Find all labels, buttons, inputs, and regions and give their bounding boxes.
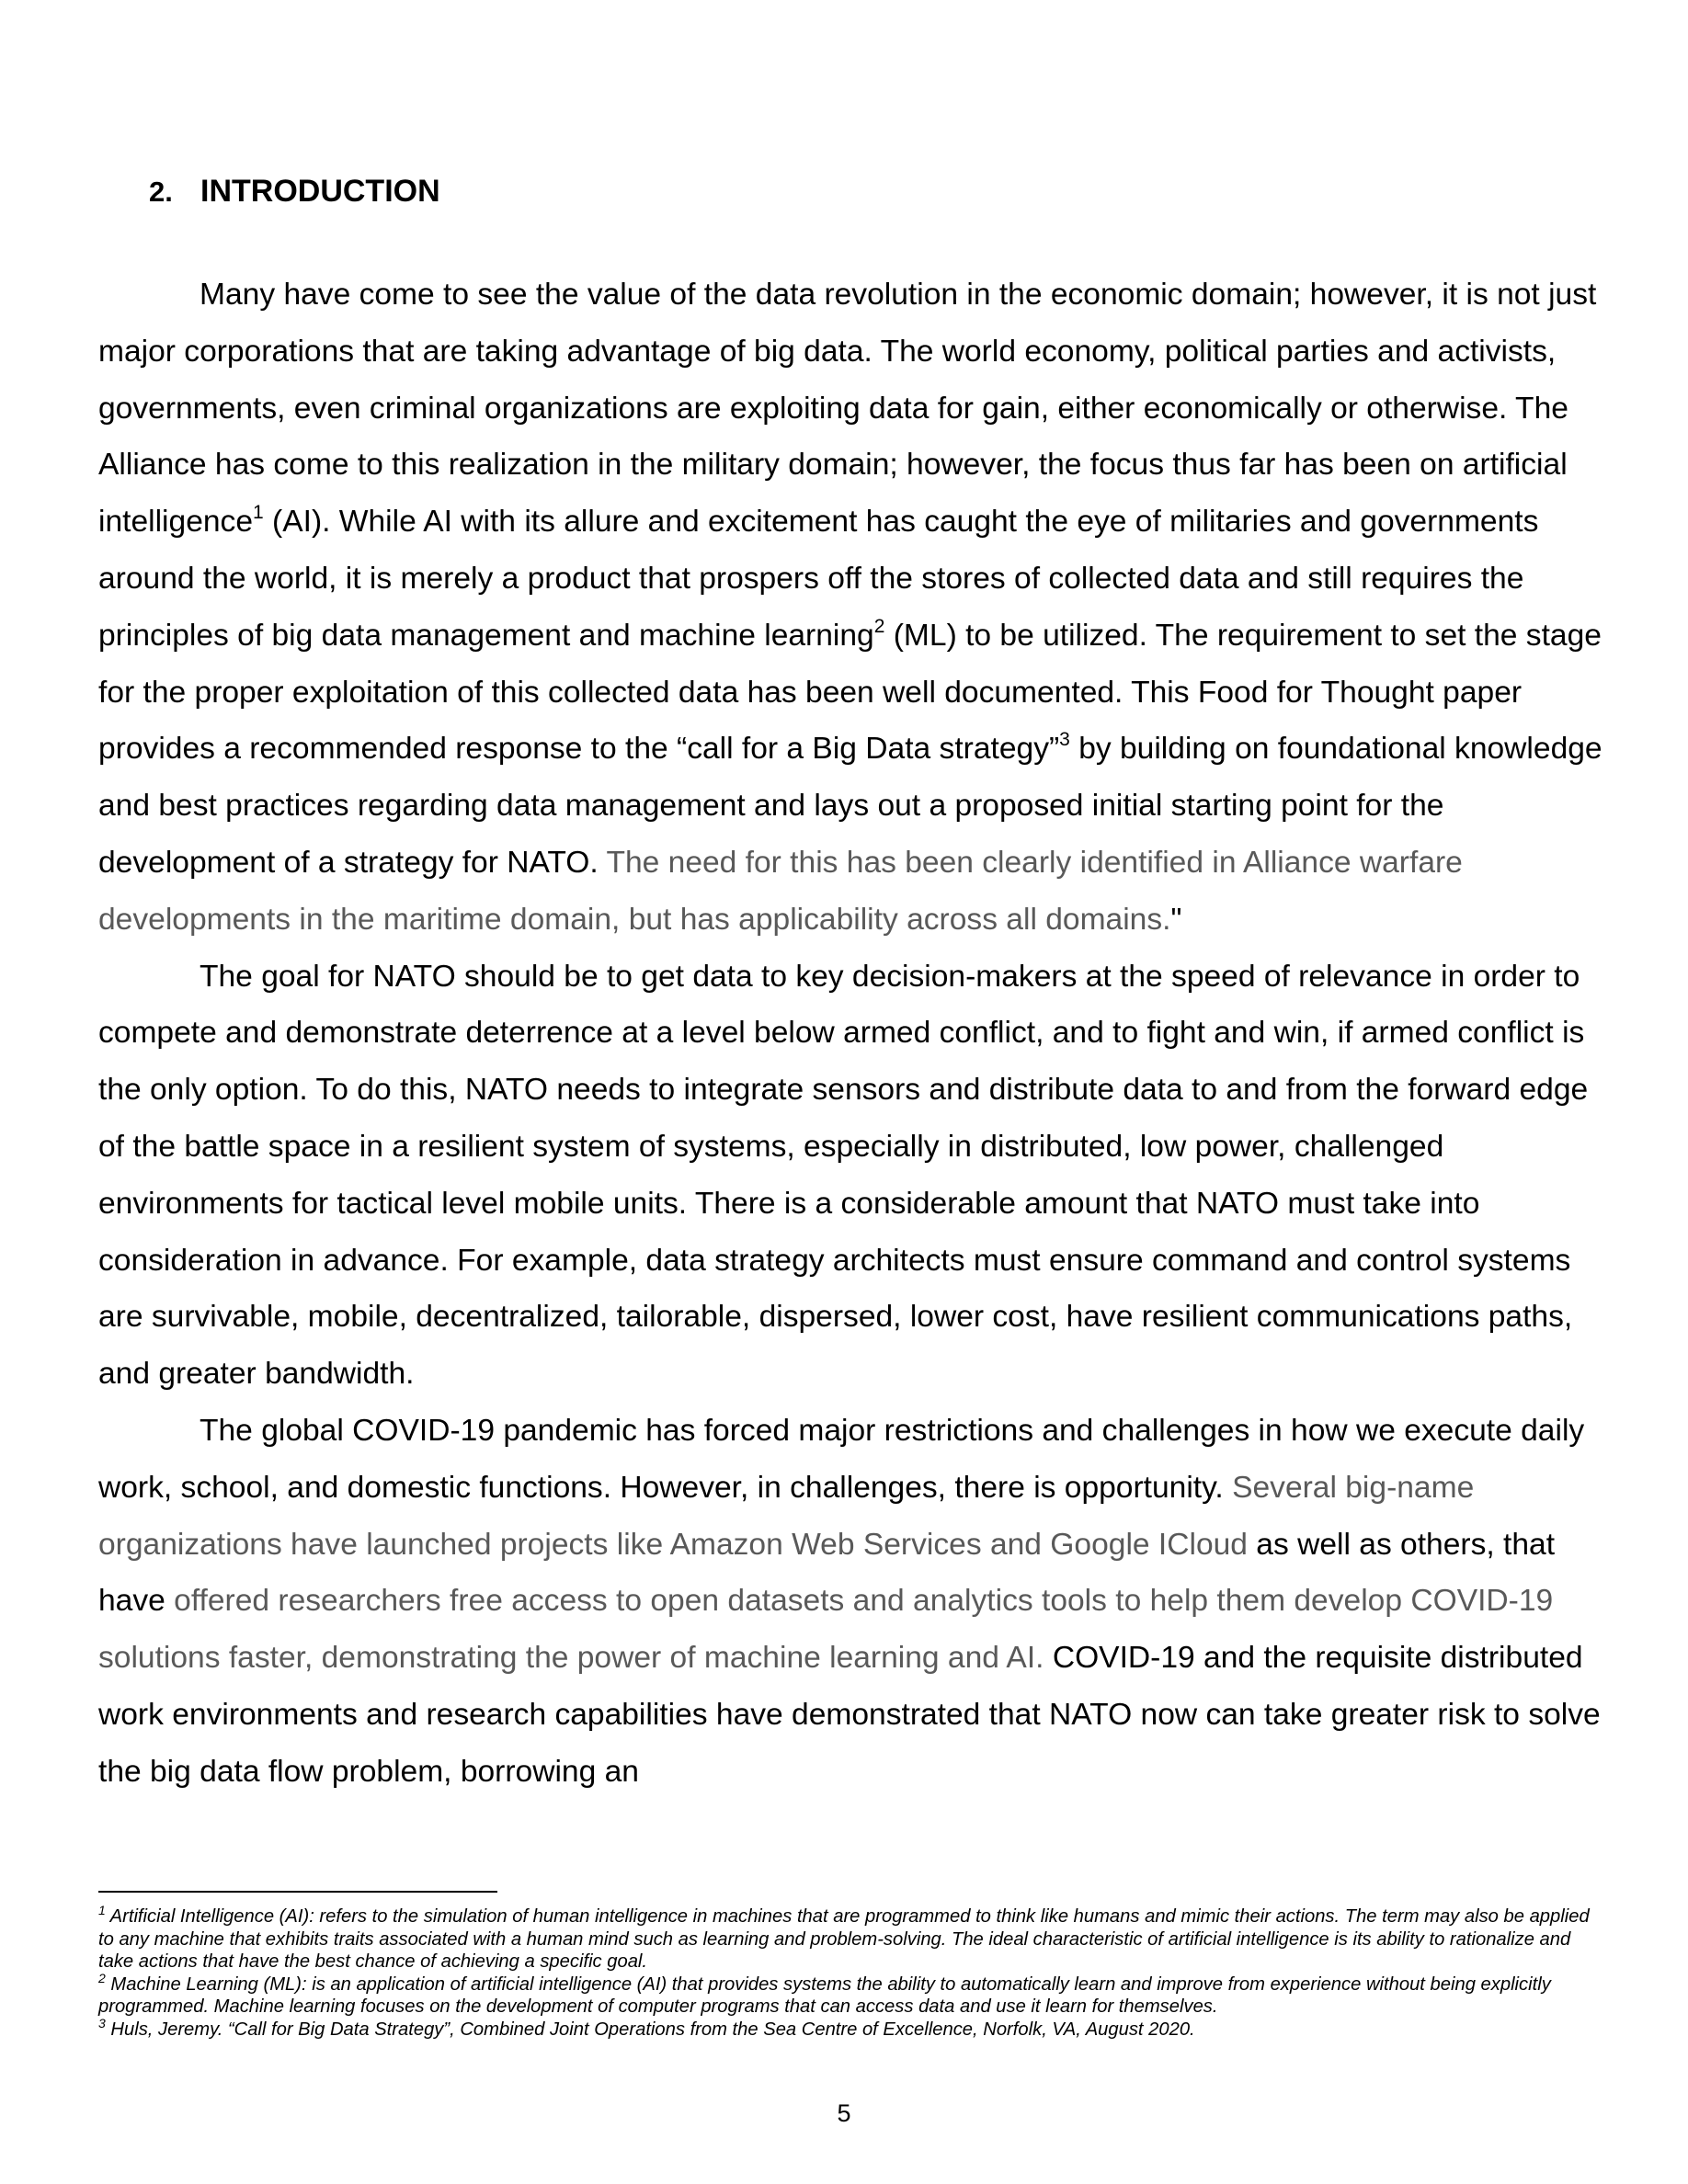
footnote-3-number: 3 bbox=[98, 2015, 106, 2030]
body-text bbox=[98, 267, 1606, 1801]
footnote-2-text: Machine Learning (ML): is an application of artificial intelligence (AI) that provides systems the ability to automatically learn and improve from experience without being explicitly programmed. Machine learning focuses on the development of computer programs that can access data and use it learn for themselves. bbox=[98, 1974, 1551, 2017]
paragraph-1 bbox=[98, 267, 1606, 949]
paragraph-3-text-2: as well as others, that have bbox=[98, 1527, 1556, 1619]
footnotes bbox=[98, 1905, 1606, 2041]
section-number: 2. bbox=[149, 176, 173, 208]
paragraph-1-grey-text: The need for this has been clearly identified in Alliance warfare developments in the maritime domain, but has applicability across all domains. bbox=[98, 845, 1463, 937]
paragraph-1-text-1: Many have come to see the value of the data revolution in the economic domain; however, it is not just major corporations that are taking advantage of big data. The world economy, political parties and activists, governments, even criminal organizations are exploiting data for gain, either economically or otherwise. The Alliance has come to this realization in the military domain; however, the focus thus far has been on artificial intelligence bbox=[98, 278, 1597, 540]
paragraph-1-closing-quote: " bbox=[1170, 902, 1182, 937]
paragraph-3-grey-text-1: Several big-name organizations have launched projects like Amazon Web Services and Google ICloud bbox=[98, 1470, 1475, 1562]
paragraph-1-text-2: (AI). While AI with its allure and excitement has caught the eye of militaries and governments around the world, it is merely a product that prospers off the stores of collected data and still requires the principles of big data management and machine learning bbox=[98, 505, 1539, 653]
footnote-2-number: 2 bbox=[98, 1970, 106, 1985]
footnote-1-number: 1 bbox=[98, 1903, 106, 1917]
paragraph-3-grey-text-2: offered researchers free access to open datasets and analytics tools to help them develop COVID-19 solutions faster, demonstrating the power of machine learning and AI. bbox=[98, 1584, 1554, 1676]
page-number: 5 bbox=[837, 2099, 851, 2127]
paragraph-3-text-3: COVID-19 and the requisite distributed work environments and research capabilities have demonstrated that NATO now can take greater risk to solve the big data flow problem, borrowing an bbox=[98, 1641, 1601, 1789]
paragraph-1-text-3: (ML) to be utilized. The requirement to set the stage for the proper exploitation of this collected data has been well documented. This Food for Thought paper provides a recommended response to the “call for a Big Data strategy” bbox=[98, 618, 1602, 767]
section-heading bbox=[149, 173, 440, 210]
footnote-ref-3: 3 bbox=[1059, 729, 1070, 751]
footnote-1 bbox=[98, 1905, 1606, 1974]
footnote-1-text: Artificial Intelligence (AI): refers to the simulation of human intelligence in machines that are programmed to think like humans and mimic their actions. The term may also be applied to any machine that exhibits traits associated with a human mind such as learning and problem-solving. The ideal characteristic of artificial intelligence is its ability to rationalize and take actions that have the best chance of achieving a specific goal. bbox=[98, 1906, 1590, 1972]
footnote-3-text: Huls, Jeremy. “Call for Big Data Strategy”, Combined Joint Operations from the Sea Centre of Excellence, Norfolk, VA, August 2020. bbox=[105, 2019, 1195, 2040]
footnote-separator bbox=[98, 1891, 497, 1893]
paragraph-3-text-1: The global COVID-19 pandemic has forced major restrictions and challenges in how we execute daily work, school, and domestic functions. However, in challenges, there is opportunity. bbox=[98, 1413, 1585, 1505]
paragraph-2-text: The goal for NATO should be to get data to key decision-makers at the speed of relevance in order to compete and demonstrate deterrence at a level below armed conflict, and to fight and win, if armed conflict is the only option. To do this, NATO needs to integrate sensors and distribute data to and from the forward edge of the battle space in a resilient system of systems, especially in distributed, low power, challenged environments for tactical level mobile units. There is a considerable amount that NATO must take into consideration in advance. For example, data strategy architects must ensure command and control systems are survivable, mobile, decentralized, tailorable, dispersed, lower cost, have resilient communications paths, and greater bandwidth. bbox=[98, 959, 1589, 1392]
paragraph-2 bbox=[98, 949, 1606, 1403]
section-title: INTRODUCTION bbox=[200, 174, 440, 209]
paragraph-1-text-4: by building on foundational knowledge and best practices regarding data management and lays out a proposed initial starting point for the development of a strategy for NATO. bbox=[98, 732, 1602, 880]
paragraph-3 bbox=[98, 1403, 1606, 1801]
footnote-ref-2: 2 bbox=[873, 615, 885, 637]
footnote-2 bbox=[98, 1970, 1606, 2019]
footnote-ref-1: 1 bbox=[253, 502, 264, 524]
footnote-3 bbox=[98, 2015, 1606, 2042]
